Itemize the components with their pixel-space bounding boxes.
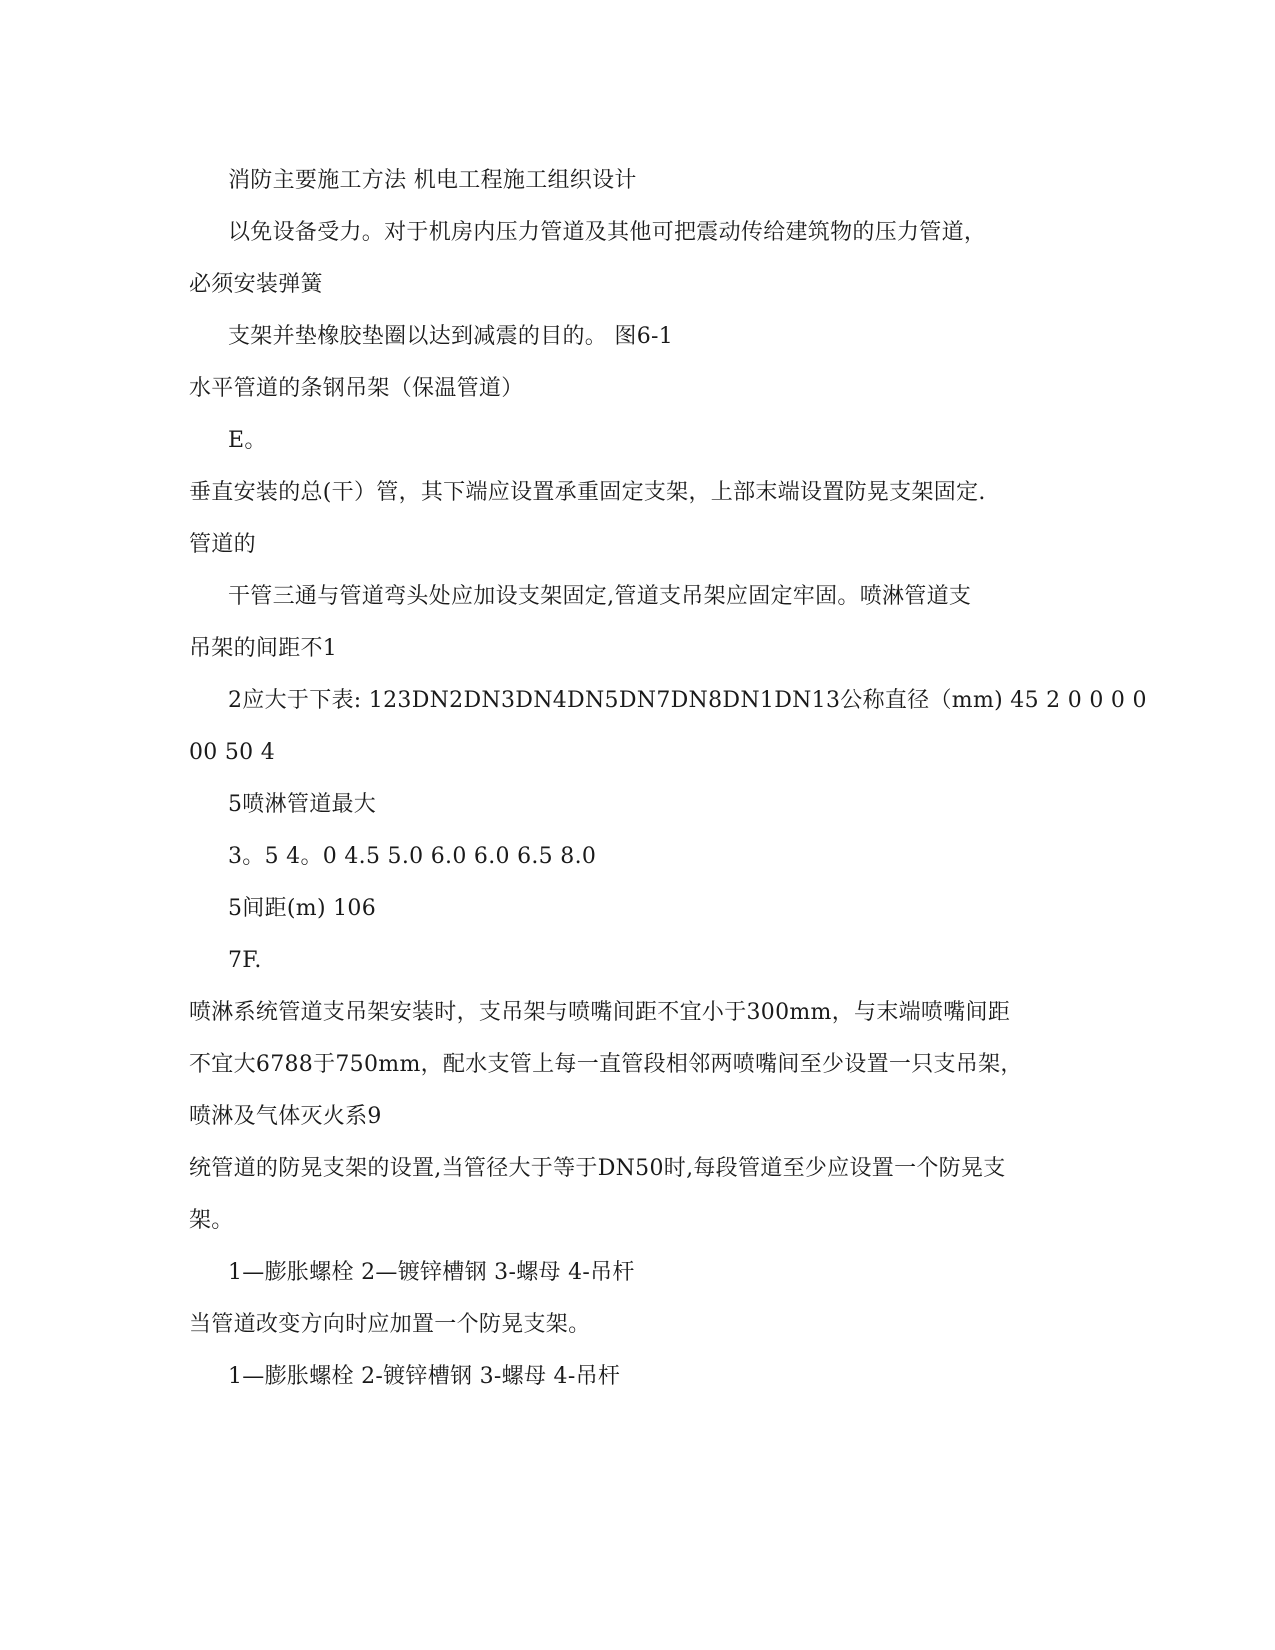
- doc-line-7: 垂直安装的总(干）管，其下端应设置承重固定支架，上部末端设置防晃支架固定.: [189, 480, 986, 505]
- doc-line-17: 喷淋系统管道支吊架安装时，支吊架与喷嘴间距不宜小于300mm，与末端喷嘴间距: [189, 1000, 1011, 1025]
- doc-line-6: E。: [228, 428, 267, 453]
- doc-line-15: 5间距(m) 106: [228, 896, 377, 921]
- doc-line-11: 2应大于下表: 123DN2DN3DN4DN5DN7DN8DN1DN13公称直径（mm) 45 2 0 0 0 0: [228, 688, 1147, 713]
- doc-line-10: 吊架的间距不1: [189, 636, 338, 661]
- doc-line-18: 不宜大6788于750mm，配水支管上每一直管段相邻两喷嘴间至少设置一只支吊架，: [189, 1052, 1023, 1077]
- doc-line-5: 水平管道的条钢吊架（保温管道）: [189, 376, 524, 401]
- doc-line-21: 架。: [189, 1208, 234, 1233]
- doc-line-2: 以免设备受力。对于机房内压力管道及其他可把震动传给建筑物的压力管道，: [228, 220, 987, 245]
- doc-line-22: 1—膨胀螺栓 2—镀锌槽钢 3-螺母 4-吊杆: [228, 1260, 635, 1285]
- doc-line-14: 3。5 4。0 4.5 5.0 6.0 6.0 6.5 8.0: [228, 844, 597, 869]
- doc-line-16: 7F.: [228, 948, 262, 973]
- doc-line-8: 管道的: [189, 532, 256, 557]
- doc-line-23: 当管道改变方向时应加置一个防晃支架。: [189, 1312, 591, 1337]
- doc-line-12: 00 50 4: [189, 740, 276, 765]
- doc-line-4: 支架并垫橡胶垫圈以达到减震的目的。 图6-1: [228, 324, 674, 349]
- doc-line-1: 消防主要施工方法 机电工程施工组织设计: [228, 168, 637, 193]
- doc-line-3: 必须安装弹簧: [189, 272, 323, 297]
- doc-line-9: 干管三通与管道弯头处应加设支架固定,管道支吊架应固定牢固。喷淋管道支: [228, 584, 972, 609]
- doc-line-24: 1—膨胀螺栓 2-镀锌槽钢 3-螺母 4-吊杆: [228, 1364, 621, 1389]
- doc-line-13: 5喷淋管道最大: [228, 792, 377, 817]
- doc-line-20: 统管道的防晃支架的设置,当管径大于等于DN50时,每段管道至少应设置一个防晃支: [189, 1156, 1006, 1181]
- doc-line-19: 喷淋及气体灭火系9: [189, 1104, 382, 1129]
